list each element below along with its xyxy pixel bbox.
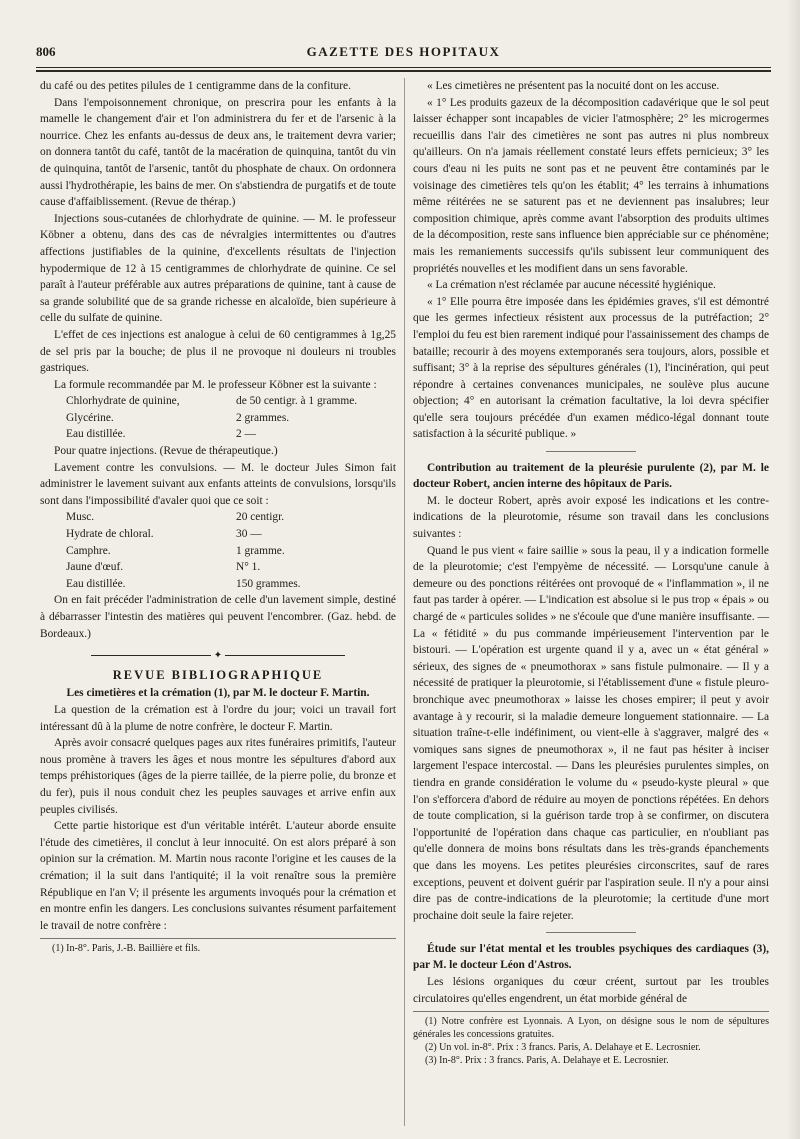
section-paragraph: Injections sous-cutanées de chlorhydrate de quinine. — M. le professeur Köbner a obtenu, dans des cas de névralgies intermittentes ou d'autres affections justifiables de la quinine, d'excellents résultats de l'injection hypodermique de 12 à 15 centigrammes de chlorhydrate de quinine. Ce sel paraît à l'auteur préférable aux autres préparations de quinine, tant à cause de sa grande solubilité que de sa grande richesse en alcaloïde, bien supérieure à celle du sulfate de quinine. (40, 212, 396, 325)
footnote: (2) Un vol. in-8°. Prix : 3 francs. Paris, A. Delahaye et E. Lecrosnier. (425, 1042, 701, 1054)
paragraph: M. le docteur Robert, après avoir exposé les indications et les contre-indications de la pleurotomie, résume son travail dans les conclusions suivantes : (413, 494, 769, 541)
paragraph: L'effet de ces injections est analogue à celui de 60 centigrammes à 1g,25 de sel pris par la bouche; de plus il ne provoque ni douleurs ni troubles gastriques. (40, 328, 396, 375)
ingredient: Hydrate de chloral. (66, 528, 154, 541)
paragraph: Cette partie historique est d'un véritable intérêt. L'auteur aborde ensuite l'étude des cimetières, il conclut à leur innocuité. On est alors préparé à son opinion sur la crémation. M. Martin nous raconte l'origine et les causes de la crémation; il la suit dans l'antiquité; il la voit renaître sous la première République en l'an V; il présente les arguments invoqués pour la crémation et en montre enfin les dangers. Les conclusions suivantes résument parfaitement le travail de notre confrère : (40, 820, 396, 932)
formula-lavement (40, 509, 396, 592)
paragraph: du café ou des petites pilules de 1 centigramme dans de la confiture. (40, 80, 351, 92)
ingredient: Chlorhydrate de quinine, (66, 395, 180, 408)
quantity: 2 — (236, 428, 256, 441)
paragraph: La formule recommandée par M. le professeur Köbner est la suivante : (54, 378, 377, 391)
journal-title: GAZETTE DES HOPITAUX (306, 44, 501, 59)
paragraph: Quand le pus vient « faire saillie » sous la peau, il y a indication formelle de la pleurotomie; c'est l'empyème de nécessité. — Lorsqu'une canule à demeure ou des ponctions réitérées ont provoqué de « l'inflammation », il ne faut pas tarder à opérer. — L'indication est absolue si le pus trop « épais » ou chargé de « particules solides » ne s'écoule que d'une manière insuffisante. — La « fétidité » du pus commande impérieusement l'intervention par le bistouri. — L'opération est urgente quand il y a, avec un « état général » sérieux, des signes de « pneumothorax » sans fistule pulmonaire. — Il y a nécessité de pratiquer la pleurotomie, si l'établissement d'une « fistule pleuro-bronchique avec pneumothorax » laisse les choses empirer; il peut y avoir avantage à y recourir, si la maladie demeure longuement stationnaire. — La situation traîne-t-elle indéfiniment, ou vient-elle à s'aggraver, malgré des « vomiques sans signes de pneumothorax », il ne faut pas hésiter à inciser largement l'espace intercostal. — Dans les pleurésies purulentes simples, on tiendra en grande considération le volume du « pseudo-kyste pleural » que l'on s'efforcera d'abord de réduire au moyen de ponctions répétées. En dehors de toute complication, si la guérison tarde trop à se confirmer, on discutera l'opportunité de l'opération dans chaque cas particulier, en n'oubliant pas qu'elle donnera de moins bons résultats dans les très-grands épanchements que dans les moyens. Les petites pleurésies circonscrites, sauf de rares exceptions, peuvent et doivent guérir par l'aspiration seule. Il n'y a pour ainsi dire pas de contre-indications de la pleurotomie; la certitude d'une mort prochaine doit seule la faire rejeter. (413, 544, 769, 922)
ingredient: Glycérine. (66, 411, 114, 424)
page-edge-shadow (786, 0, 800, 1139)
formula-row (40, 526, 396, 543)
footnote: (1) In-8°. Paris, J.-B. Baillière et fils. (52, 943, 201, 955)
ingredient: Camphre. (66, 544, 111, 557)
header-rule (36, 67, 771, 68)
section-paragraph: Lavement contre les convulsions. — M. le docteur Jules Simon fait administrer le lavement suivant aux enfants atteints de convulsions, lorsqu'ils sont dans l'impossibilité d'avaler quoi que ce soit : (40, 461, 396, 507)
quantity: de 50 centigr. à 1 gramme. (236, 395, 358, 408)
quantity: 20 centigr. (236, 511, 285, 524)
right-column (413, 78, 769, 1067)
quantity: 150 grammes. (236, 577, 301, 590)
paragraph: On en fait précéder l'administration de celle d'un lavement simple, destiné à débarrasser l'intestin des matières qui peuvent l'encombrer. (Gaz. hebd. de Bordeaux.) (40, 594, 396, 640)
ingredient: Musc. (66, 511, 95, 524)
formula-row (40, 426, 396, 443)
paragraph: Les lésions organiques du cœur créent, surtout par les troubles circulatoires qu'elles engendrent, un état morbide général de (413, 976, 769, 1005)
review-title: Étude sur l'état mental et les troubles psychiques des cardiaques (3), par M. le docteur Léon d'Astros. (413, 942, 769, 972)
quote-paragraph: « Les cimetières ne présentent pas la nocuité dont on les accuse. (427, 80, 720, 92)
quote-paragraph: « La crémation n'est réclamée par aucune nécessité hygiénique. (427, 279, 716, 292)
footnote: (1) Notre confrère est Lyonnais. A Lyon, on désigne sous le nom de sépultures générales les concessions gratuites. (413, 1016, 769, 1041)
header-rule-thick (36, 70, 771, 72)
formula-row (40, 559, 396, 576)
section-title: REVUE BIBLIOGRAPHIQUE (112, 667, 324, 682)
left-column (40, 78, 396, 955)
quantity: 2 grammes. (236, 411, 290, 424)
running-header (36, 40, 771, 64)
ingredient: Eau distillée. (66, 428, 126, 441)
paragraph: La question de la crémation est à l'ordre du jour; voici un travail fort intéressant dû à la plume de notre confrère, le docteur F. Martin. (40, 703, 396, 733)
formula-row (40, 509, 396, 526)
quote-paragraph: « 1° Elle pourra être imposée dans les épidémies graves, s'il est démontré que les germes infectieux résistent aux processus de la putréfaction; 2° l'emploi du feu est bien rarement indiqué pour l'assainissement des champs de bataille; recourir à des moyens extemporanés sera toujours, alors, possible et suffisant; 3° à la reprise des sépultures générales (1), l'incinération, qui peut répondre à certaines convenances municipales, ne soulève plus aucune objection; 4° en autorisant la crémation facultative, la loi devra spécifier qu'elle sera toujours précédée d'un examen médico-légal donnant toute satisfaction à la sécurité publique. » (413, 295, 769, 441)
formula-row (40, 576, 396, 593)
short-divider (413, 443, 769, 460)
formula-quinine (40, 393, 396, 443)
formula-row (40, 393, 396, 410)
formula-row (40, 543, 396, 560)
quote-paragraph: « 1° Les produits gazeux de la décomposition cadavérique que le sol peut laisser échapper sont incapables de vicier l'atmosphère; 2° les microgermes recueillis dans l'air des cimetières ne sont pas autres ni plus nombreux qu'ailleurs. On n'a jamais réellement constaté leurs effets pernicieux; 3° les cours d'eau ni les puits ne sont pas et ne peuvent être contaminés par le voisinage des cimetières tels qu'on les établit; 4° les terrains à inhumations même réitérées ne se saturent pas et ne deviennent pas insalubres; leur composition chimique, après comme avant l'absorption des produits ultimes de la décomposition, reste sans influence bien appréciable sur ce phénomène; mais les remaniements successifs qu'ils subissent leur communiquent des propriétés nouvelles et les modifient dans un sens favorable. (413, 96, 769, 275)
column-separator (404, 78, 405, 1126)
ingredient: Eau distillée. (66, 577, 126, 590)
ingredient: Jaune d'œuf. (66, 561, 124, 574)
paragraph: Dans l'empoisonnement chronique, on prescrira pour les enfants à la mamelle le changement d'air et l'on administrera du fer et de l'arsenic à la nourrice. Chez les enfants au-dessus de deux ans, le traitement devra varier; on donnera tantôt du café, tantôt de la macération de quinquina, tantôt du vin de quinquina, tantôt de l'arsenic, tantôt du phosphate de chaux. On ordonnera aussi l'hydrothérapie, les bains de mer. On s'abstiendra de purgatifs et de toute cause d'affaiblissement. (Revue de thérap.) (40, 96, 396, 209)
ornament-divider: ✦ (40, 648, 396, 665)
paragraph: Pour quatre injections. (Revue de thérapeutique.) (54, 445, 278, 458)
quantity: 1 gramme. (236, 544, 285, 557)
review-title: Contribution au traitement de la pleurésie purulente (2), par M. le docteur Robert, ancien interne des hôpitaux de Paris. (413, 461, 769, 491)
quantity: 30 — (236, 528, 262, 541)
footnote-rule (40, 938, 396, 939)
footnote-rule (413, 1011, 769, 1012)
formula-row (40, 410, 396, 427)
paragraph: Après avoir consacré quelques pages aux rites funéraires primitifs, l'auteur nous promène à travers les âges et nous montre les sépultures d'abord aux temps préhistoriques (âges de la pierre taillée, de la pierre polie, du bronze et du fer), puis il nous conduit chez les peuples sauvages et arrive enfin aux peuples civilisés. (40, 737, 396, 816)
page-number: 806 (36, 44, 56, 59)
footnote: (3) In-8°. Prix : 3 francs. Paris, A. Delahaye et E. Lecrosnier. (425, 1055, 669, 1067)
quantity: N° 1. (236, 561, 261, 574)
review-title: Les cimetières et la crémation (1), par M. le docteur F. Martin. (66, 687, 370, 700)
short-divider (413, 924, 769, 941)
